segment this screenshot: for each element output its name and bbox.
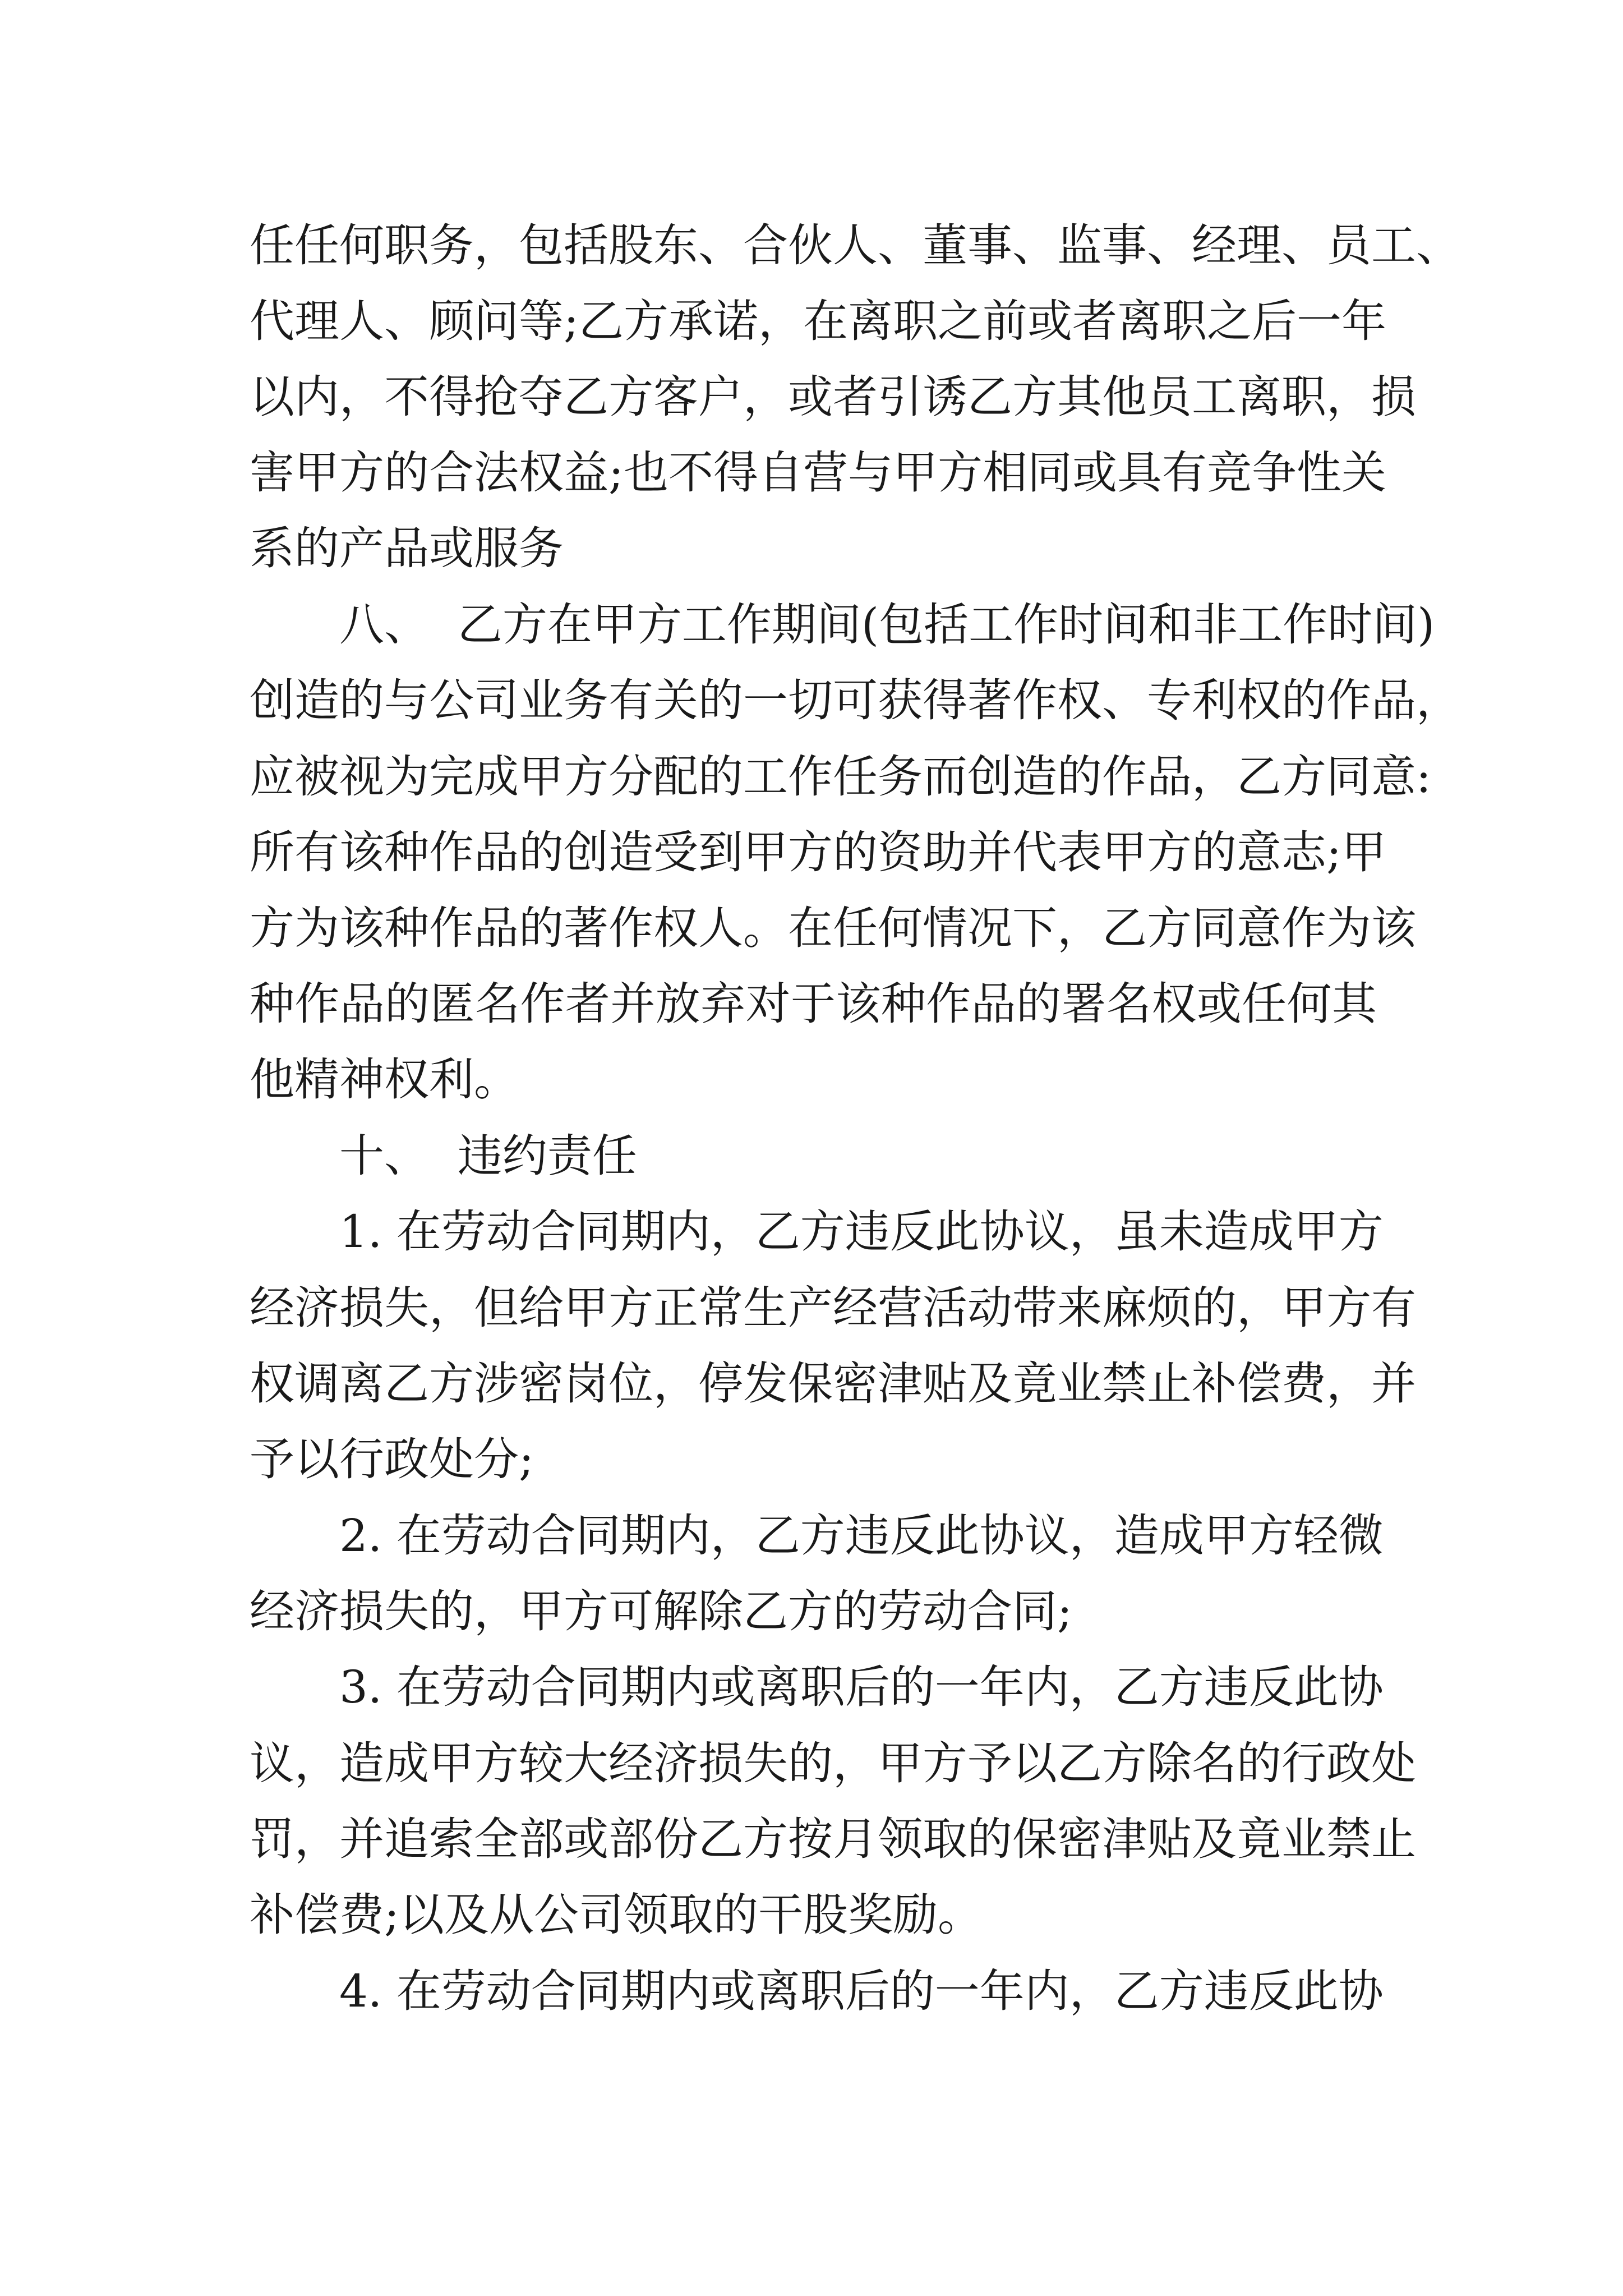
paragraph-line: 创造的与公司业务有关的一切可获得著作权、专利权的作品， (250, 674, 1461, 726)
paragraph-line: 方为该种作品的著作权人。在任何情况下，乙方同意作为该 (250, 902, 1416, 954)
list-item-line: 4. 在劳动合同期内或离职后的一年内，乙方违反此协 (339, 1965, 1384, 2017)
paragraph-line: 害甲方的合法权益;也不得自营与甲方相同或具有竞争性关 (250, 447, 1386, 499)
list-item-line: 3. 在劳动合同期内或离职后的一年内，乙方违反此协 (339, 1661, 1384, 1713)
paragraph-line: 罚，并追索全部或部份乙方按月领取的保密津贴及竟业禁止 (250, 1813, 1416, 1865)
paragraph-line: 经济损失的，甲方可解除乙方的劳动合同; (250, 1585, 1072, 1637)
list-item-line: 2. 在劳动合同期内，乙方违反此协议，造成甲方轻微 (339, 1510, 1384, 1562)
paragraph-line: 代理人、顾问等;乙方承诺，在离职之前或者离职之后一年 (250, 295, 1386, 347)
paragraph-line: 系的产品或服务 (250, 522, 564, 574)
paragraph-line: 权调离乙方涉密岗位，停发保密津贴及竟业禁止补偿费，并 (250, 1358, 1416, 1410)
paragraph-line: 补偿费;以及从公司领取的干股奖励。 (250, 1889, 983, 1941)
paragraph-line: 经济损失，但给甲方正常生产经营活动带来麻烦的，甲方有 (250, 1282, 1416, 1334)
list-item-line: 1. 在劳动合同期内，乙方违反此协议，虽未造成甲方 (339, 1205, 1384, 1258)
paragraph-line: 所有该种作品的创造受到甲方的资助并代表甲方的意志;甲 (250, 826, 1386, 878)
section-heading: 十、 违约责任 (339, 1130, 637, 1182)
paragraph-line: 以内，不得抢夺乙方客户，或者引诱乙方其他员工离职，损 (250, 371, 1416, 423)
paragraph-line: 应被视为完成甲方分配的工作任务而创造的作品，乙方同意: (250, 751, 1431, 803)
paragraph-line: 议，造成甲方较大经济损失的，甲方予以乙方除名的行政处 (250, 1737, 1416, 1789)
paragraph-line: 任任何职务，包括股东、合伙人、董事、监事、经理、员工、 (250, 219, 1461, 272)
paragraph-line: 予以行政处分; (250, 1433, 534, 1485)
paragraph-line: 他精神权利。 (250, 1053, 519, 1106)
paragraph-line: 种作品的匿名作者并放弃对于该种作品的署名权或任何其 (250, 978, 1377, 1030)
clause-heading-line: 八、 乙方在甲方工作期间(包括工作时间和非工作时间) (339, 599, 1435, 651)
